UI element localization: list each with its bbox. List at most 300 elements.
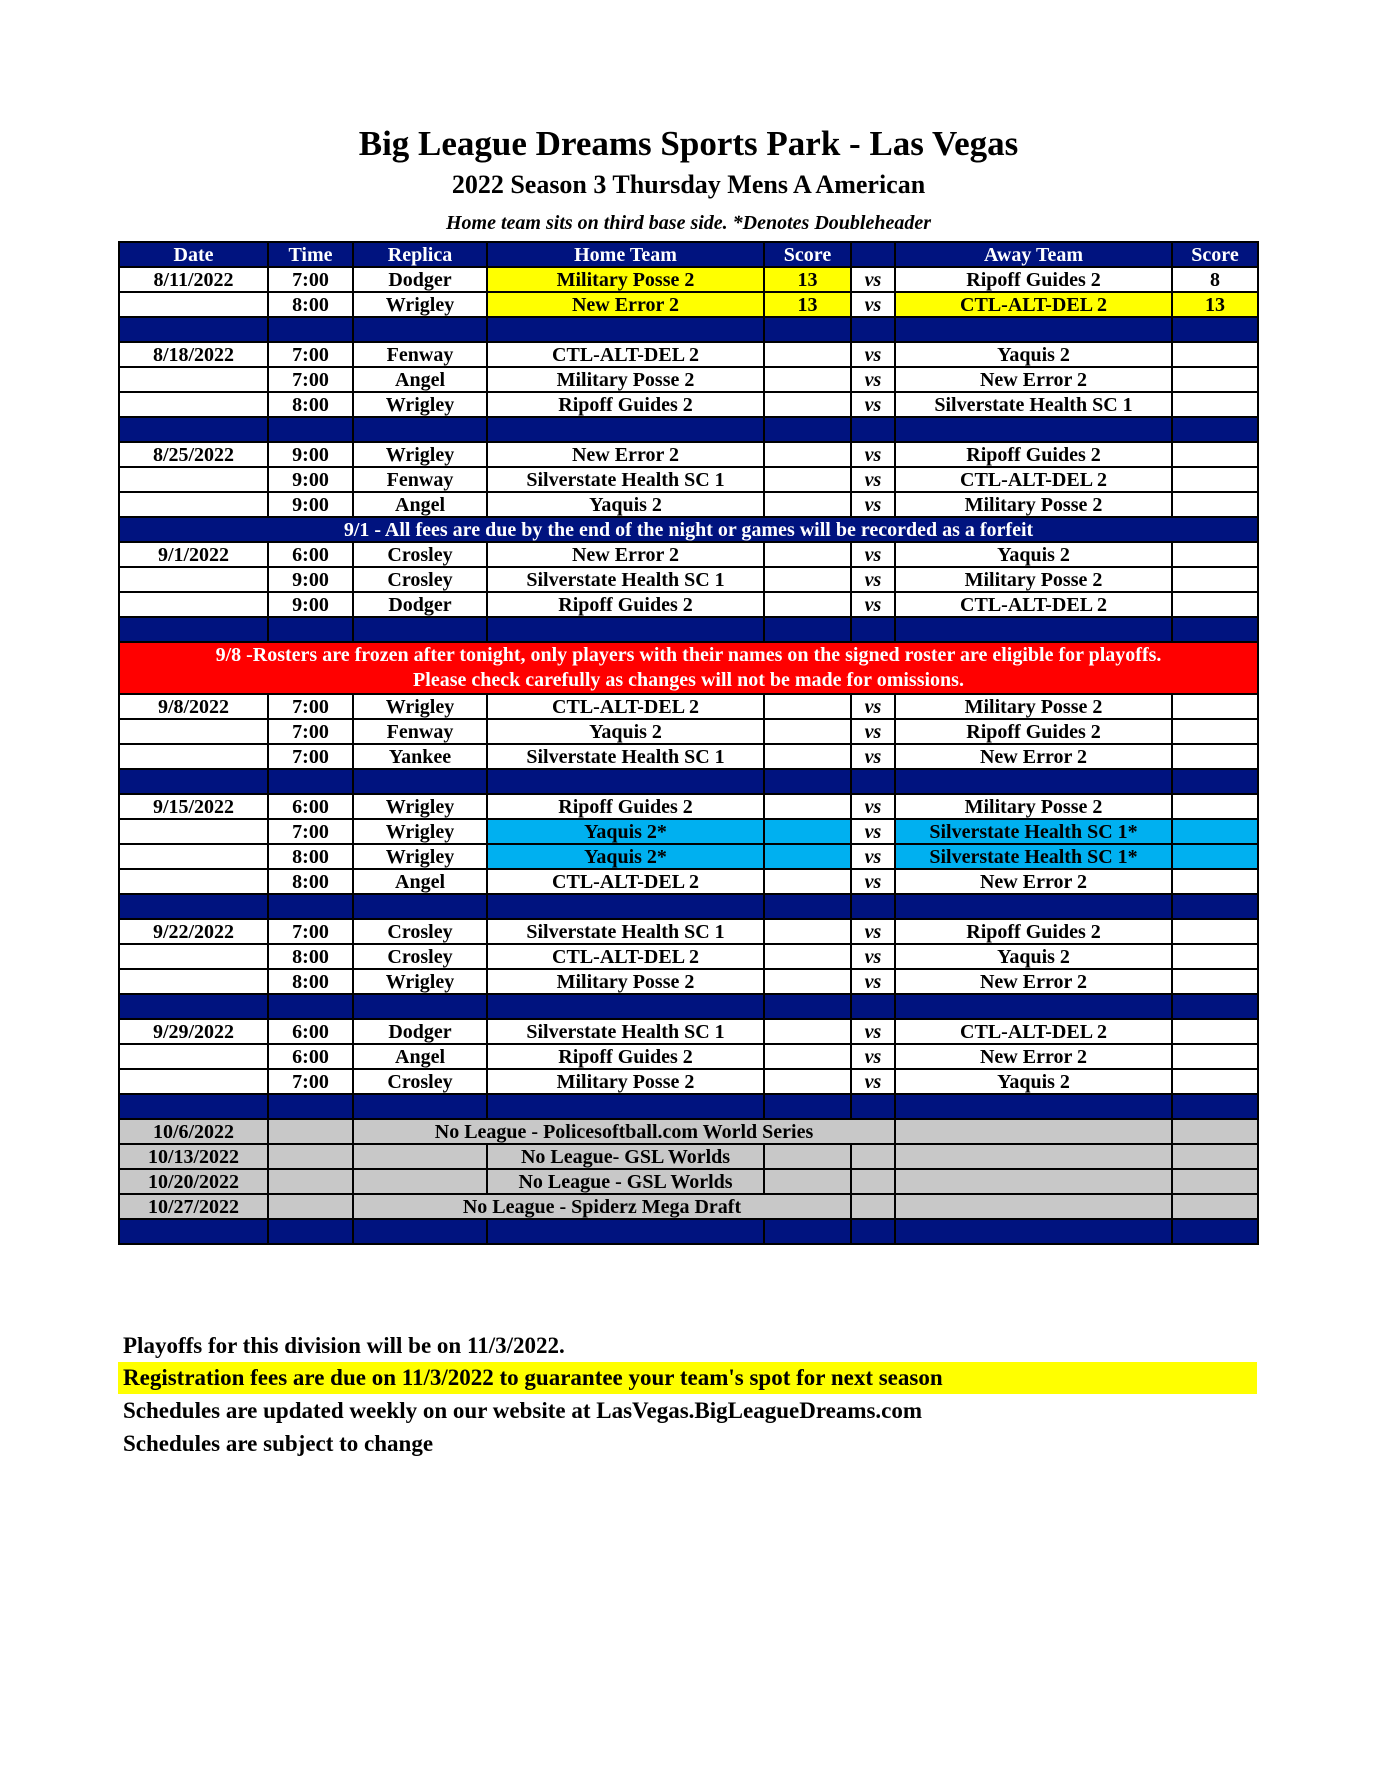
game-time: 8:00 xyxy=(268,969,353,994)
home-score xyxy=(764,694,851,719)
separator-cell xyxy=(353,617,487,642)
home-team: Yaquis 2 xyxy=(487,719,764,744)
game-row xyxy=(119,342,1258,367)
col-header-time: Time xyxy=(268,242,353,267)
footer-playoffs: Playoffs for this division will be on 11/3/2022. xyxy=(123,1333,565,1358)
game-replica: Wrigley xyxy=(353,392,487,417)
separator-cell xyxy=(764,769,851,794)
fee-notice: 9/1 - All fees are due by the end of the night or games will be recorded as a forfeit xyxy=(119,517,1258,542)
separator-cell xyxy=(895,994,1172,1019)
separator-row xyxy=(119,1094,1258,1119)
separator-cell xyxy=(764,417,851,442)
away-team: Military Posse 2 xyxy=(895,794,1172,819)
separator-row xyxy=(119,617,1258,642)
away-score xyxy=(1172,794,1258,819)
separator-cell xyxy=(851,617,895,642)
no-league-row xyxy=(119,1144,1258,1169)
separator-cell xyxy=(1172,317,1258,342)
game-row xyxy=(119,592,1258,617)
no-league-vs xyxy=(851,1194,895,1219)
vs-label: vs xyxy=(851,492,895,517)
footer-registration: Registration fees are due on 11/3/2022 to guarantee your team's spot for next season xyxy=(118,1362,1257,1394)
game-replica: Crosley xyxy=(353,1069,487,1094)
home-score xyxy=(764,342,851,367)
separator-cell xyxy=(1172,769,1258,794)
away-team: Silverstate Health SC 1 xyxy=(895,392,1172,417)
game-replica: Wrigley xyxy=(353,844,487,869)
separator-cell xyxy=(119,1094,268,1119)
separator-cell xyxy=(268,617,353,642)
game-replica: Wrigley xyxy=(353,794,487,819)
separator-cell xyxy=(895,317,1172,342)
no-league-row xyxy=(119,1119,1258,1144)
vs-label: vs xyxy=(851,1069,895,1094)
home-team: Yaquis 2* xyxy=(487,819,764,844)
home-score xyxy=(764,869,851,894)
game-date: 8/18/2022 xyxy=(119,342,268,367)
separator-cell xyxy=(119,617,268,642)
game-time: 9:00 xyxy=(268,592,353,617)
separator-cell xyxy=(895,417,1172,442)
separator-cell xyxy=(268,317,353,342)
no-league-text: No League- GSL Worlds xyxy=(487,1144,764,1169)
vs-label: vs xyxy=(851,567,895,592)
game-replica: Dodger xyxy=(353,592,487,617)
away-team: Ripoff Guides 2 xyxy=(895,919,1172,944)
home-score xyxy=(764,567,851,592)
game-replica: Dodger xyxy=(353,267,487,292)
away-score xyxy=(1172,492,1258,517)
vs-label: vs xyxy=(851,844,895,869)
roster-alert-line2: Please check carefully as changes will not be made for omissions. xyxy=(413,669,964,691)
away-score xyxy=(1172,1069,1258,1094)
vs-label: vs xyxy=(851,392,895,417)
no-league-vs xyxy=(851,1144,895,1169)
home-team: Silverstate Health SC 1 xyxy=(487,467,764,492)
away-score xyxy=(1172,542,1258,567)
schedule-body xyxy=(119,267,1258,1244)
no-league-text: No League - GSL Worlds xyxy=(487,1169,764,1194)
home-team: Military Posse 2 xyxy=(487,267,764,292)
separator-cell xyxy=(353,994,487,1019)
no-league-date: 10/13/2022 xyxy=(119,1144,268,1169)
away-score xyxy=(1172,392,1258,417)
home-team: Silverstate Health SC 1 xyxy=(487,567,764,592)
game-row xyxy=(119,844,1258,869)
away-score xyxy=(1172,869,1258,894)
separator-cell xyxy=(895,1219,1172,1244)
game-time: 9:00 xyxy=(268,442,353,467)
page-note: Home team sits on third base side. *Denotes Doubleheader xyxy=(446,212,931,234)
game-row xyxy=(119,267,1258,292)
home-team: CTL-ALT-DEL 2 xyxy=(487,342,764,367)
no-league-text: No League - Policesoftball.com World Series xyxy=(353,1119,895,1144)
home-team: CTL-ALT-DEL 2 xyxy=(487,944,764,969)
game-date: 9/1/2022 xyxy=(119,542,268,567)
separator-row xyxy=(119,317,1258,342)
game-replica: Wrigley xyxy=(353,442,487,467)
separator-cell xyxy=(1172,894,1258,919)
separator-row xyxy=(119,417,1258,442)
game-row xyxy=(119,919,1258,944)
away-team: Yaquis 2 xyxy=(895,342,1172,367)
game-date: 9/22/2022 xyxy=(119,919,268,944)
vs-label: vs xyxy=(851,1044,895,1069)
no-league-text: No League - Spiderz Mega Draft xyxy=(353,1194,851,1219)
no-league-date: 10/6/2022 xyxy=(119,1119,268,1144)
no-league-away xyxy=(895,1194,1172,1219)
away-team: New Error 2 xyxy=(895,869,1172,894)
home-team: Military Posse 2 xyxy=(487,367,764,392)
game-date xyxy=(119,392,268,417)
table-header-row xyxy=(119,242,1258,267)
home-score xyxy=(764,1019,851,1044)
game-row xyxy=(119,694,1258,719)
home-team: CTL-ALT-DEL 2 xyxy=(487,694,764,719)
game-date xyxy=(119,1044,268,1069)
no-league-score xyxy=(1172,1169,1258,1194)
game-replica: Dodger xyxy=(353,1019,487,1044)
separator-row xyxy=(119,994,1258,1019)
home-score xyxy=(764,719,851,744)
no-league-time xyxy=(268,1194,353,1219)
col-header-away-score: Score xyxy=(1172,242,1258,267)
game-row xyxy=(119,944,1258,969)
game-replica: Wrigley xyxy=(353,292,487,317)
separator-cell xyxy=(851,1094,895,1119)
game-time: 7:00 xyxy=(268,919,353,944)
game-date xyxy=(119,869,268,894)
game-date xyxy=(119,567,268,592)
separator-cell xyxy=(268,769,353,794)
home-score xyxy=(764,919,851,944)
home-score xyxy=(764,819,851,844)
no-league-replica xyxy=(353,1169,487,1194)
no-league-time xyxy=(268,1119,353,1144)
separator-cell xyxy=(1172,1219,1258,1244)
no-league-home-score xyxy=(764,1169,851,1194)
game-replica: Wrigley xyxy=(353,694,487,719)
separator-cell xyxy=(851,894,895,919)
vs-label: vs xyxy=(851,592,895,617)
separator-cell xyxy=(895,769,1172,794)
game-replica: Wrigley xyxy=(353,819,487,844)
vs-label: vs xyxy=(851,442,895,467)
game-date xyxy=(119,969,268,994)
separator-cell xyxy=(764,994,851,1019)
footer-website: Schedules are updated weekly on our website at LasVegas.BigLeagueDreams.com xyxy=(123,1398,923,1423)
separator-cell xyxy=(119,894,268,919)
no-league-score xyxy=(1172,1119,1258,1144)
away-score xyxy=(1172,744,1258,769)
away-team: New Error 2 xyxy=(895,1044,1172,1069)
game-row xyxy=(119,292,1258,317)
home-score xyxy=(764,542,851,567)
game-date: 9/29/2022 xyxy=(119,1019,268,1044)
game-row xyxy=(119,367,1258,392)
separator-cell xyxy=(119,1219,268,1244)
schedule-table xyxy=(118,241,1259,1245)
separator-cell xyxy=(119,994,268,1019)
game-row xyxy=(119,969,1258,994)
game-date xyxy=(119,819,268,844)
home-team: Yaquis 2* xyxy=(487,844,764,869)
game-date xyxy=(119,492,268,517)
footer-change: Schedules are subject to change xyxy=(123,1431,434,1456)
away-score: 13 xyxy=(1172,292,1258,317)
game-time: 7:00 xyxy=(268,819,353,844)
away-team: Silverstate Health SC 1* xyxy=(895,844,1172,869)
roster-alert-row xyxy=(119,642,1258,694)
separator-cell xyxy=(268,1094,353,1119)
separator-cell xyxy=(353,417,487,442)
away-score xyxy=(1172,1019,1258,1044)
home-team: Silverstate Health SC 1 xyxy=(487,1019,764,1044)
separator-cell xyxy=(895,1094,1172,1119)
no-league-time xyxy=(268,1169,353,1194)
separator-cell xyxy=(764,1219,851,1244)
home-team: Ripoff Guides 2 xyxy=(487,392,764,417)
game-time: 8:00 xyxy=(268,292,353,317)
game-date xyxy=(119,844,268,869)
game-date xyxy=(119,292,268,317)
home-score xyxy=(764,744,851,769)
separator-cell xyxy=(487,417,764,442)
game-date xyxy=(119,944,268,969)
home-team: Yaquis 2 xyxy=(487,492,764,517)
no-league-time xyxy=(268,1144,353,1169)
col-header-home-team: Home Team xyxy=(487,242,764,267)
home-team: New Error 2 xyxy=(487,442,764,467)
game-row xyxy=(119,819,1258,844)
separator-cell xyxy=(119,769,268,794)
game-time: 6:00 xyxy=(268,1019,353,1044)
separator-cell xyxy=(851,317,895,342)
home-team: New Error 2 xyxy=(487,292,764,317)
away-team: CTL-ALT-DEL 2 xyxy=(895,467,1172,492)
no-league-replica xyxy=(353,1144,487,1169)
separator-cell xyxy=(764,1094,851,1119)
separator-cell xyxy=(764,317,851,342)
game-date xyxy=(119,744,268,769)
away-team: Ripoff Guides 2 xyxy=(895,719,1172,744)
game-replica: Crosley xyxy=(353,542,487,567)
away-score xyxy=(1172,1044,1258,1069)
no-league-score xyxy=(1172,1144,1258,1169)
vs-label: vs xyxy=(851,292,895,317)
game-row xyxy=(119,1019,1258,1044)
away-score: 8 xyxy=(1172,267,1258,292)
game-row xyxy=(119,719,1258,744)
no-league-vs xyxy=(851,1169,895,1194)
game-time: 7:00 xyxy=(268,267,353,292)
game-row xyxy=(119,1044,1258,1069)
separator-cell xyxy=(487,769,764,794)
game-time: 7:00 xyxy=(268,342,353,367)
home-score: 13 xyxy=(764,267,851,292)
game-time: 7:00 xyxy=(268,744,353,769)
game-replica: Wrigley xyxy=(353,969,487,994)
home-score xyxy=(764,592,851,617)
home-team: New Error 2 xyxy=(487,542,764,567)
home-team: Military Posse 2 xyxy=(487,1069,764,1094)
home-score xyxy=(764,392,851,417)
separator-cell xyxy=(268,994,353,1019)
no-league-score xyxy=(1172,1194,1258,1219)
separator-cell xyxy=(487,994,764,1019)
game-time: 9:00 xyxy=(268,492,353,517)
away-score xyxy=(1172,719,1258,744)
no-league-away xyxy=(895,1144,1172,1169)
away-score xyxy=(1172,367,1258,392)
separator-cell xyxy=(487,894,764,919)
away-score xyxy=(1172,919,1258,944)
game-date xyxy=(119,1069,268,1094)
game-time: 6:00 xyxy=(268,1044,353,1069)
away-team: CTL-ALT-DEL 2 xyxy=(895,292,1172,317)
game-time: 7:00 xyxy=(268,1069,353,1094)
separator-cell xyxy=(487,617,764,642)
vs-label: vs xyxy=(851,1019,895,1044)
roster-alert-line1: 9/8 -Rosters are frozen after tonight, only players with their names on the signed roster are eligible for playoffs. xyxy=(215,644,1162,666)
separator-cell xyxy=(764,617,851,642)
game-date xyxy=(119,592,268,617)
home-score xyxy=(764,944,851,969)
away-team: Yaquis 2 xyxy=(895,1069,1172,1094)
col-header-replica: Replica xyxy=(353,242,487,267)
away-team: New Error 2 xyxy=(895,367,1172,392)
page-title: Big League Dreams Sports Park - Las Vegas xyxy=(358,124,1019,163)
away-team: Ripoff Guides 2 xyxy=(895,267,1172,292)
col-header-vs xyxy=(851,242,895,267)
away-team: Military Posse 2 xyxy=(895,694,1172,719)
game-date: 9/8/2022 xyxy=(119,694,268,719)
game-replica: Angel xyxy=(353,1044,487,1069)
separator-cell xyxy=(895,894,1172,919)
game-date: 9/15/2022 xyxy=(119,794,268,819)
page-subtitle: 2022 Season 3 Thursday Mens A American xyxy=(451,170,926,199)
separator-cell xyxy=(268,417,353,442)
vs-label: vs xyxy=(851,542,895,567)
away-score xyxy=(1172,342,1258,367)
separator-cell xyxy=(1172,1094,1258,1119)
home-team: Silverstate Health SC 1 xyxy=(487,919,764,944)
separator-cell xyxy=(119,317,268,342)
away-score xyxy=(1172,567,1258,592)
game-time: 8:00 xyxy=(268,944,353,969)
game-replica: Angel xyxy=(353,869,487,894)
separator-cell xyxy=(895,617,1172,642)
game-row xyxy=(119,567,1258,592)
separator-cell xyxy=(851,417,895,442)
game-time: 8:00 xyxy=(268,392,353,417)
away-team: Yaquis 2 xyxy=(895,944,1172,969)
vs-label: vs xyxy=(851,944,895,969)
game-row xyxy=(119,392,1258,417)
game-time: 9:00 xyxy=(268,567,353,592)
game-replica: Angel xyxy=(353,492,487,517)
away-score xyxy=(1172,844,1258,869)
home-team: Ripoff Guides 2 xyxy=(487,592,764,617)
separator-cell xyxy=(268,894,353,919)
home-team: Silverstate Health SC 1 xyxy=(487,744,764,769)
game-row xyxy=(119,467,1258,492)
home-score xyxy=(764,442,851,467)
separator-cell xyxy=(1172,994,1258,1019)
col-header-date: Date xyxy=(119,242,268,267)
away-score xyxy=(1172,944,1258,969)
separator-cell xyxy=(851,769,895,794)
separator-cell xyxy=(119,417,268,442)
away-team: Ripoff Guides 2 xyxy=(895,442,1172,467)
home-score xyxy=(764,1069,851,1094)
away-team: CTL-ALT-DEL 2 xyxy=(895,1019,1172,1044)
separator-cell xyxy=(353,769,487,794)
game-time: 7:00 xyxy=(268,367,353,392)
separator-cell xyxy=(764,894,851,919)
game-replica: Yankee xyxy=(353,744,487,769)
no-league-away xyxy=(895,1119,1172,1144)
vs-label: vs xyxy=(851,969,895,994)
home-score xyxy=(764,492,851,517)
away-team: New Error 2 xyxy=(895,744,1172,769)
separator-cell xyxy=(487,1219,764,1244)
vs-label: vs xyxy=(851,342,895,367)
vs-label: vs xyxy=(851,694,895,719)
vs-label: vs xyxy=(851,794,895,819)
game-row xyxy=(119,794,1258,819)
away-team: CTL-ALT-DEL 2 xyxy=(895,592,1172,617)
game-time: 6:00 xyxy=(268,794,353,819)
away-team: Silverstate Health SC 1* xyxy=(895,819,1172,844)
separator-cell xyxy=(1172,417,1258,442)
game-date: 8/11/2022 xyxy=(119,267,268,292)
home-score xyxy=(764,844,851,869)
vs-label: vs xyxy=(851,467,895,492)
game-replica: Fenway xyxy=(353,467,487,492)
vs-label: vs xyxy=(851,919,895,944)
game-row xyxy=(119,442,1258,467)
away-score xyxy=(1172,694,1258,719)
game-date xyxy=(119,367,268,392)
separator-cell xyxy=(851,994,895,1019)
game-date: 8/25/2022 xyxy=(119,442,268,467)
game-replica: Crosley xyxy=(353,567,487,592)
separator-cell xyxy=(353,1219,487,1244)
away-score xyxy=(1172,467,1258,492)
away-team: Yaquis 2 xyxy=(895,542,1172,567)
home-score: 13 xyxy=(764,292,851,317)
home-score xyxy=(764,794,851,819)
vs-label: vs xyxy=(851,719,895,744)
col-header-away-team: Away Team xyxy=(895,242,1172,267)
home-score xyxy=(764,467,851,492)
separator-cell xyxy=(487,1094,764,1119)
no-league-date: 10/27/2022 xyxy=(119,1194,268,1219)
home-score xyxy=(764,969,851,994)
away-score xyxy=(1172,819,1258,844)
home-score xyxy=(764,1044,851,1069)
away-team: Military Posse 2 xyxy=(895,567,1172,592)
game-time: 9:00 xyxy=(268,467,353,492)
away-score xyxy=(1172,969,1258,994)
game-time: 8:00 xyxy=(268,844,353,869)
vs-label: vs xyxy=(851,869,895,894)
game-row xyxy=(119,1069,1258,1094)
vs-label: vs xyxy=(851,819,895,844)
separator-cell xyxy=(353,894,487,919)
separator-cell xyxy=(353,317,487,342)
